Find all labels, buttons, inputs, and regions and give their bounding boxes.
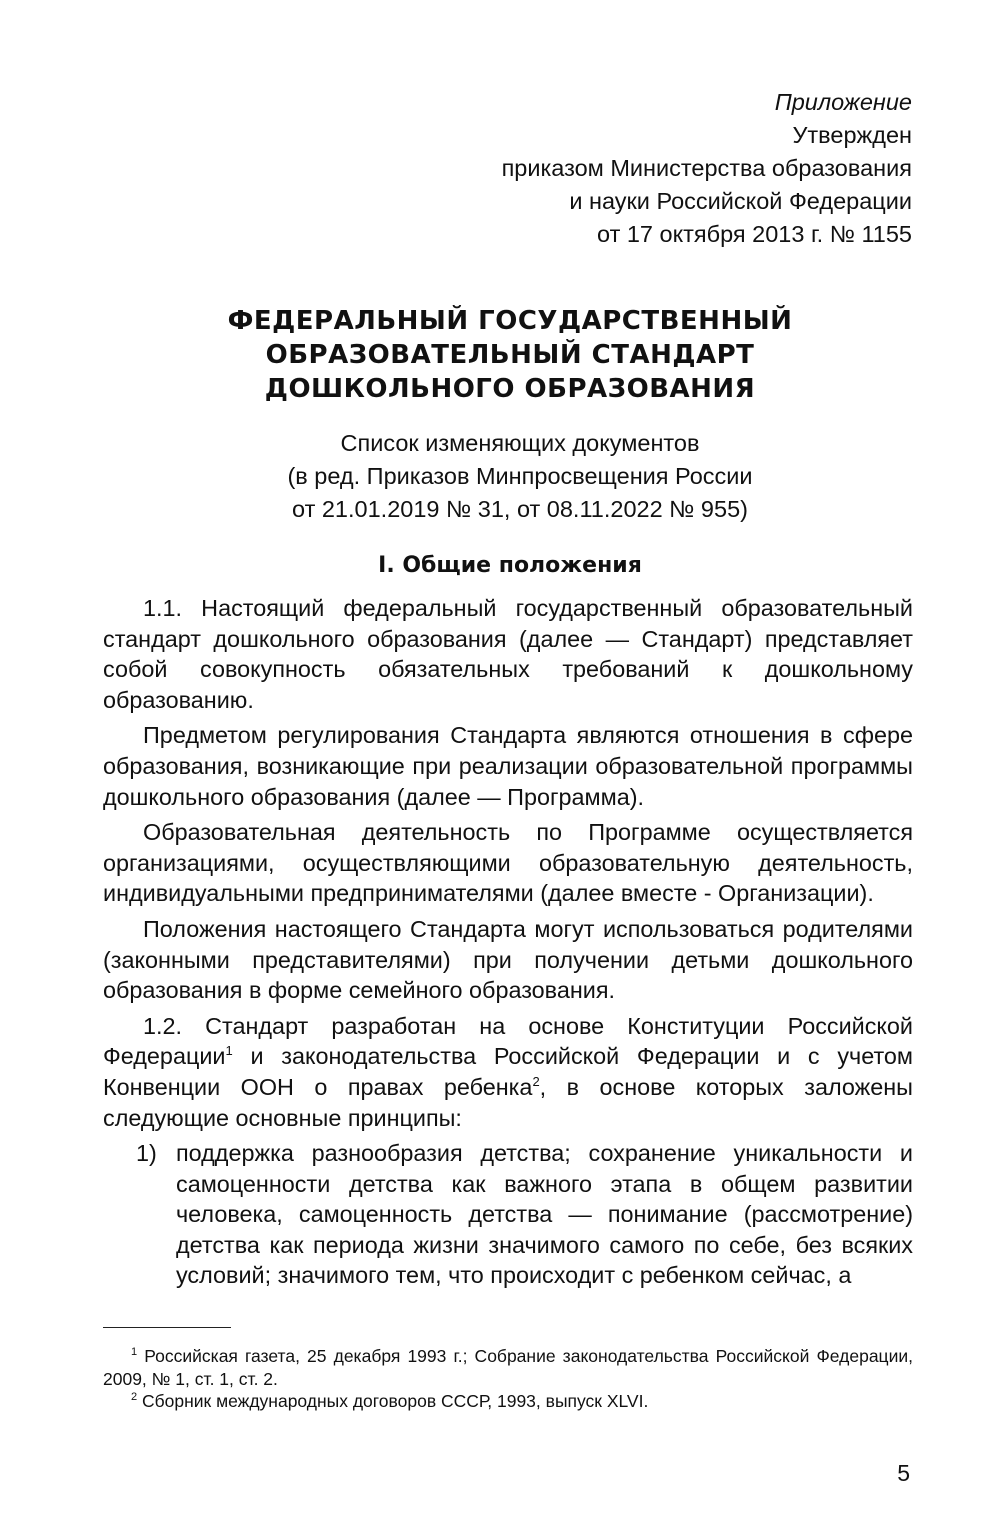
page-number: 5 — [897, 1460, 910, 1486]
amending-documents-line-1: Список изменяющих документов — [340, 430, 700, 456]
order-line-2: и науки Российской Федерации — [569, 188, 912, 214]
footnote-2-mark: 2 — [131, 1391, 138, 1404]
paragraph-1-1: 1.1. Настоящий федеральный государственный образовательный стандарт дошкольного образования (далее — Стандарт) представляет собой совокупность обязательных требований к дошкольному образованию. — [103, 595, 913, 713]
title-line-3: ДОШКОЛЬНОГО ОБРАЗОВАНИЯ — [264, 374, 756, 404]
approved-label: Утвержден — [792, 122, 912, 148]
title-line-2: ОБРАЗОВАТЕЛЬНЫЙ СТАНДАРТ — [265, 340, 755, 370]
paragraph-1-2-part-c: , в основе которых заложены следующие основные принципы: — [103, 1073, 913, 1131]
title-line-1: ФЕДЕРАЛЬНЫЙ ГОСУДАРСТВЕННЫЙ — [227, 306, 793, 336]
footnotes — [103, 1345, 913, 1413]
footnote-1-mark: 1 — [131, 1346, 138, 1359]
amending-documents-line-2: (в ред. Приказов Минпросвещения России — [287, 463, 753, 489]
paragraph-1-2-part-b: и законодательства Российской Федерации и с учетом Конвенции ООН о правах ребенка — [103, 1043, 913, 1100]
paragraph-1-2-part-a: 1.2. Стандарт разработан на основе Конституции Российской Федерации — [103, 1012, 913, 1070]
paragraph-parents: Положения настоящего Стандарта могут использоваться родителями (законными представителями) при получении детьми дошкольного образования в форме семейного образования. — [103, 915, 913, 1004]
list-item-number: 1) — [136, 1140, 157, 1167]
order-line-1: приказом Министерства образования — [501, 155, 912, 181]
order-date-line: от 17 октября 2013 г. № 1155 — [597, 221, 912, 247]
appendix-label: Приложение — [774, 89, 912, 115]
footnote-ref-1: 1 — [225, 1043, 233, 1059]
footnote-divider — [103, 1327, 231, 1328]
paragraph-educational-activity: Образовательная деятельность по Программе осуществляется организациями, осуществляющими образовательную деятельность, индивидуальными предпринимателями (далее вместе - Организации). — [103, 819, 913, 907]
document-body — [103, 593, 913, 1291]
footnote-1 — [103, 1345, 913, 1390]
footnote-1-text: Российская газета, 25 декабря 1993 г.; Собрание законодательства Российской Федерации, 2009, № 1, ст. 1, ст. 2. — [103, 1346, 913, 1389]
list-item-text: поддержка разнообразия детства; сохранение уникальности и самоценности детства как важного этапа в общем развитии человека, самоценность детства — понимание (рассмотрение) детства как периода жизни значимого самого по себе, без всяких условий; значимого тем, что происходит с ребенком сейчас, а — [176, 1140, 913, 1289]
amending-documents-line-3: от 21.01.2019 № 31, от 08.11.2022 № 955) — [292, 496, 748, 522]
footnote-ref-2: 2 — [532, 1074, 540, 1090]
document-title — [100, 304, 920, 406]
paragraph-1-2 — [103, 1011, 913, 1133]
approval-block — [312, 86, 912, 251]
footnote-2-text: Сборник международных договоров СССР, 1993, выпуск XLVI. — [137, 1391, 649, 1411]
section-heading: I. Общие положения — [378, 553, 642, 578]
footnote-2 — [103, 1390, 913, 1413]
list-item — [103, 1138, 913, 1291]
paragraph-regulation-subject: Предметом регулирования Стандарта являются отношения в сфере образования, возникающие при реализации образовательной программы дошкольного образования (далее — Программа). — [103, 722, 913, 810]
amending-documents-block — [250, 427, 790, 526]
